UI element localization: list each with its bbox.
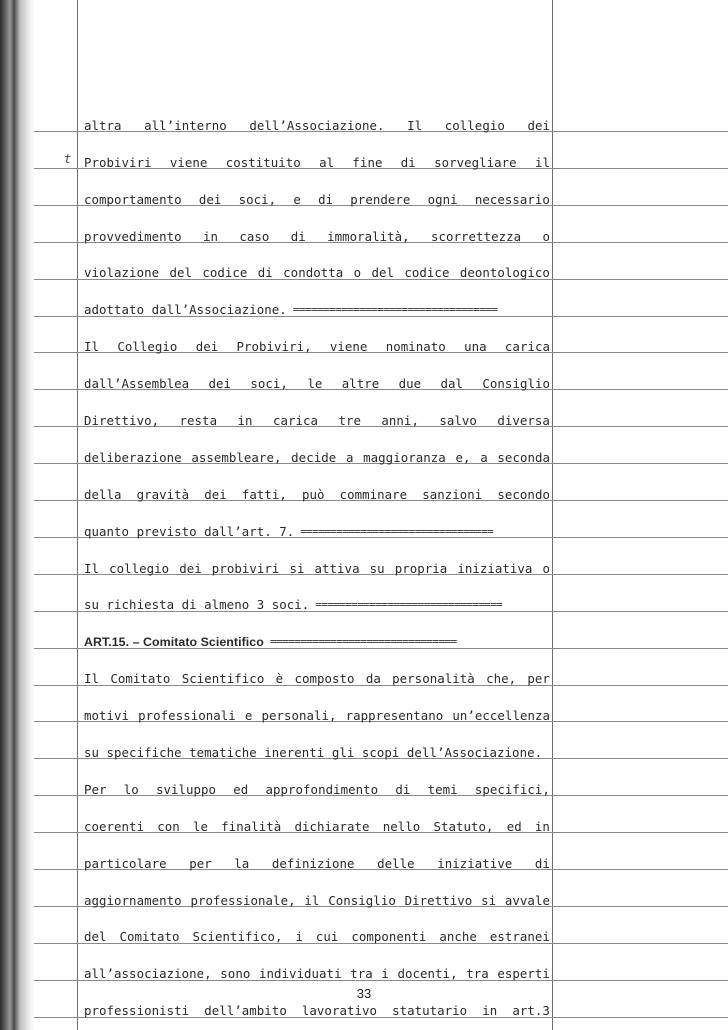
word: Collegio [117,339,178,355]
word: scorrettezza [431,228,522,244]
word: deliberazione [84,449,182,465]
word: caso [239,228,270,244]
text-line [84,251,550,288]
word: di [318,191,334,207]
section-heading [84,619,550,656]
text-line [84,287,550,324]
word: e [293,191,301,207]
line-text: ART.15. – Comitato Scientifico [84,635,264,650]
filler-rule: ================================ [300,524,494,538]
word: è [275,671,284,687]
word: per [189,855,212,871]
word: viene [169,154,208,170]
word: in [534,818,550,834]
word: Comitato [110,671,171,687]
word: aggiornamento [84,892,182,908]
word: professionali [138,708,236,724]
word: approfondimento [265,781,379,797]
word: della [84,486,122,502]
word: tre [338,413,361,429]
word: coerenti [84,818,145,834]
word: carica [272,413,319,429]
text-line [84,398,550,435]
text-line [84,214,550,251]
word: composto [294,671,355,687]
text-line [84,878,550,915]
word: Per [84,781,107,797]
word: due [398,376,422,392]
text-line [84,103,550,140]
word: il [304,892,320,908]
text-line [84,509,550,546]
margin-line-left [77,0,78,1030]
word: art.3 [512,1003,550,1019]
word: anni, [381,413,419,429]
word: di [257,265,273,281]
text-line [84,730,550,767]
text-line [84,767,550,804]
word: altra [84,117,122,133]
word: soci, [250,376,288,392]
word: all’associazione, [84,966,212,982]
word: dell’Associazione. [249,117,385,133]
word: professionale, [190,892,296,908]
word: il [534,154,550,170]
word: Probiviri, [236,339,312,355]
word: ed [506,818,522,834]
word: individuati [258,966,342,982]
word: del [371,265,395,281]
word: o [353,265,362,281]
word: che, [486,671,517,687]
line-text: su specifiche tematiche inerenti gli scopi dell’Associazione. [84,745,543,761]
word: Consiglio [328,892,396,908]
word: resta [179,413,218,429]
word: fine [352,154,383,170]
filler-rule: ================================== [292,303,498,317]
word: diversa [497,413,550,429]
word: personalità [392,671,475,687]
word: motivi [84,708,130,724]
word: e, [455,449,471,465]
word: gravità [136,486,190,502]
word: seconda [497,449,550,465]
word: sono [220,966,251,982]
line-text: quanto previsto dall’art. 7. [84,523,295,539]
word: con [157,818,180,834]
text-line [84,583,550,620]
word: immoralità, [327,228,410,244]
word: si [481,892,497,908]
word: le [307,376,323,392]
word: i [295,929,303,945]
word: collegio [109,560,170,576]
word: codice [404,265,450,281]
word: fatti, [241,486,287,502]
word: Scientifico, [192,929,283,945]
word: assembleare, [191,449,282,465]
page-number: 33 [356,986,372,1001]
text-line [84,841,550,878]
word: violazione [84,265,160,281]
word: dichiarate [294,818,370,834]
word: Probiviri [84,154,152,170]
word: del [84,929,107,945]
word: Direttivo [404,892,473,908]
word: codice [202,265,248,281]
word: dei [204,486,227,502]
text-body [84,103,550,1025]
word: al [319,154,335,170]
word: estranei [489,929,550,945]
word: Direttivo, [84,413,160,429]
text-line [84,361,550,398]
word: personali, [261,708,337,724]
word: dei [179,560,202,576]
text-line [84,693,550,730]
word: su [369,560,385,576]
binding-edge [0,0,34,1030]
word: probiviri [211,560,280,576]
text-line [84,656,550,693]
word: Il [84,339,100,355]
word: per [527,671,550,687]
word: dei [198,191,222,207]
word: sanzioni [422,486,483,502]
word: necessario [474,191,550,207]
word: può [301,486,325,502]
text-line [84,804,550,841]
word: all’interno [144,117,227,133]
word: dal [440,376,464,392]
word: dei [195,339,219,355]
text-line [84,140,550,177]
word: avvale [504,892,550,908]
text-line [84,546,550,583]
word: decide [291,449,337,465]
word: comportamento [84,191,182,207]
word: iniziativa [457,560,533,576]
word: maggioranza [363,449,446,465]
word: cui [315,929,339,945]
text-line [84,324,550,361]
word: dall’Assemblea [84,376,190,392]
word: specifici, [474,781,550,797]
word: provvedimento [84,228,182,244]
word: propria [394,560,448,576]
word: condotta [283,265,344,281]
word: statutario [392,1003,468,1019]
word: ogni [427,191,458,207]
text-line [84,177,550,214]
word: Il [407,117,423,133]
word: a [480,449,488,465]
word: collegio [444,117,505,133]
filler-rule: =============================== [269,635,457,649]
word: rappresentano [345,708,444,724]
word: iniziative [437,855,513,871]
word: una [464,339,487,355]
word: docenti, [397,966,458,982]
word: anche [439,929,477,945]
margin-mark: t [64,152,72,166]
word: e [244,708,253,724]
word: comminare [339,486,408,502]
word: temi [427,781,458,797]
word: professionisti [84,1003,190,1019]
word: o [542,228,550,244]
word: un’eccellenza [452,708,550,724]
word: altre [341,376,380,392]
word: Scientifico [181,671,265,687]
line-text: adottato dall’Associazione. [84,302,287,318]
word: esperti [497,966,550,982]
word: si [289,560,305,576]
text-line [84,951,550,988]
word: sviluppo [155,781,217,797]
word: di [400,154,416,170]
word: componenti [351,929,427,945]
word: da [365,671,381,687]
word: attiva [314,560,360,576]
word: Comitato [119,929,180,945]
word: costituito [225,154,301,170]
word: di [534,855,550,871]
word: deontologico [459,265,550,281]
word: particolare [84,855,167,871]
text-line [84,472,550,509]
margin-line-right [552,0,553,1030]
word: del [169,265,192,281]
word: viene [329,339,368,355]
word: tra [466,966,489,982]
word: lavorativo [301,1003,378,1019]
word: lo [123,781,139,797]
word: soci, [238,191,277,207]
word: in [237,413,253,429]
line-text: su richiesta di almeno 3 soci. [84,597,310,613]
word: Statuto, [433,818,494,834]
word: delle [377,855,415,871]
word: dell’ambito [204,1003,287,1019]
word: carica [504,339,550,355]
word: finalità [221,818,282,834]
word: in [482,1003,498,1019]
word: i [381,966,389,982]
word: a [345,449,354,465]
word: le [192,818,208,834]
word: ed [233,781,249,797]
text-line [84,435,550,472]
word: secondo [497,486,550,502]
word: Il [84,560,100,576]
word: Consiglio [482,376,550,392]
word: di [290,228,306,244]
filler-rule: =============================== [315,598,502,612]
word: Il [84,671,100,687]
word: la [234,855,250,871]
word: sorvegliare [434,154,517,170]
word: definizione [271,855,355,871]
word: nominato [385,339,446,355]
word: di [395,781,411,797]
word: dei [527,117,550,133]
text-line [84,915,550,952]
word: in [202,228,218,244]
word: prendere [350,191,411,207]
word: nello [382,818,421,834]
word: o [542,560,550,576]
word: dei [208,376,232,392]
word: tra [350,966,373,982]
word: salvo [439,413,477,429]
